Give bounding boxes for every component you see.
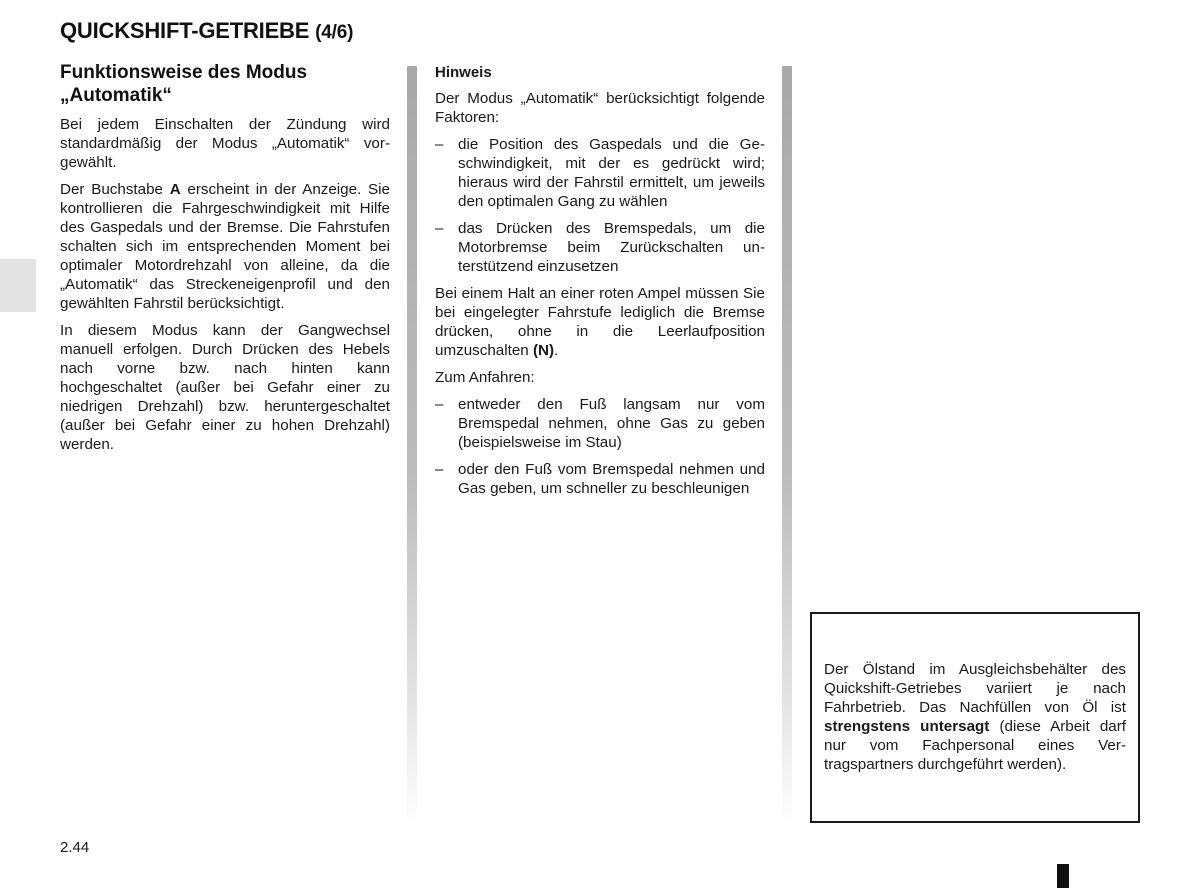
section-heading-line1: Funktionsweise des Modus: [60, 62, 308, 83]
left-column: [60, 61, 390, 462]
section-heading-line2: „Automatik“: [60, 85, 172, 106]
start-label: Zum Anfahren:: [435, 369, 535, 386]
display-letter: A: [169, 181, 181, 198]
list-item: [435, 460, 765, 498]
dash-bullet: –: [435, 136, 444, 153]
warning-emphasis: strengstens untersagt: [824, 718, 990, 735]
column-divider-right: [782, 66, 792, 826]
chapter-tab-marker: [0, 259, 36, 312]
stop-text-pre: Bei einem Halt an einer roten Ampel müssen Sie bei eingelegter Fahrstufe lediglich die Bremse drücken, ohne in die Leerlaufposition umzuschalten: [435, 285, 765, 359]
neutral-label: (N): [532, 342, 555, 359]
right-column: [435, 63, 765, 506]
page-corner-marker: [1057, 864, 1069, 888]
list-item: [435, 135, 765, 211]
column-divider-left: [407, 66, 417, 826]
page-title-text: QUICKSHIFT-GETRIEBE: [60, 18, 310, 43]
note-heading: Hinweis: [435, 64, 492, 81]
dash-bullet: –: [435, 396, 444, 413]
warning-text-post: (diese Arbeit darf nur vom Fachpersonal eines Vertragspartners durchgeführt werden).: [824, 718, 1126, 773]
list-item: [435, 219, 765, 276]
warning-text: [824, 660, 1126, 774]
start-option-text: oder den Fuß vom Bremspedal nehmen und Gas geben, um schneller zu beschleunigen: [458, 461, 765, 497]
warning-text-pre: Der Ölstand im Ausgleichsbehälter des Quickshift-Getriebes variiert je nach Fahrbetrieb. Das Nachfüllen von Öl ist: [824, 661, 1126, 716]
warning-box: [810, 612, 1140, 823]
paragraph-display-letter: [60, 180, 390, 313]
para2-pre: Der Buchstabe: [60, 181, 170, 198]
page-part-indicator: (4/6): [315, 22, 354, 43]
paragraph-manual-shift: In diesem Modus kann der Gangwechsel manuell erfolgen. Durch Drücken des Hebels nach vorne bzw. nach hinten kann hochgeschaltet (außer bei Gefahr einer zu niedrigen Drehzahl) bzw. heruntergeschaltet (außer bei Gefahr einer zu hohen Drehzahl) werden.: [60, 322, 390, 453]
page-number: 2.44: [60, 839, 90, 856]
dash-bullet: –: [435, 220, 444, 237]
section-heading: [60, 61, 390, 107]
factor-text: die Position des Gaspedals und die Geschwindigkeit, mit der es gedrückt wird; hieraus wird der Fahrstil ermittelt, um jeweils den optimalen Gang zu wählen: [458, 136, 765, 210]
para2-post: erscheint in der Anzeige. Sie kontrollieren die Fahrgeschwindigkeit mit Hilfe des Gaspedals und der Bremse. Die Fahrstufen schalten sich im entsprechenden Moment bei optimaler Motordrehzahl von alleine, da die „Automatik“ das Streckeneigenprofil und den gewählten Fahrstil berücksichtigt.: [60, 181, 390, 312]
factor-text: das Drücken des Bremspedals, um die Motorbremse beim Zurückschalten unterstützend einzusetzen: [458, 220, 765, 275]
list-item: [435, 395, 765, 452]
page-title: [60, 18, 353, 44]
paragraph-red-light-stop: [435, 284, 765, 360]
note-intro: Der Modus „Automatik“ berücksichtigt folgende Faktoren:: [435, 90, 765, 126]
paragraph-default-mode: Bei jedem Einschalten der Zündung wird standardmäßig der Modus „Automatik“ vorgewählt.: [60, 116, 390, 171]
dash-bullet: –: [435, 461, 444, 478]
start-option-text: entweder den Fuß langsam nur vom Bremspedal nehmen, ohne Gas zu geben (beispielsweise im Stau): [458, 396, 765, 451]
stop-text-post: .: [554, 342, 559, 359]
